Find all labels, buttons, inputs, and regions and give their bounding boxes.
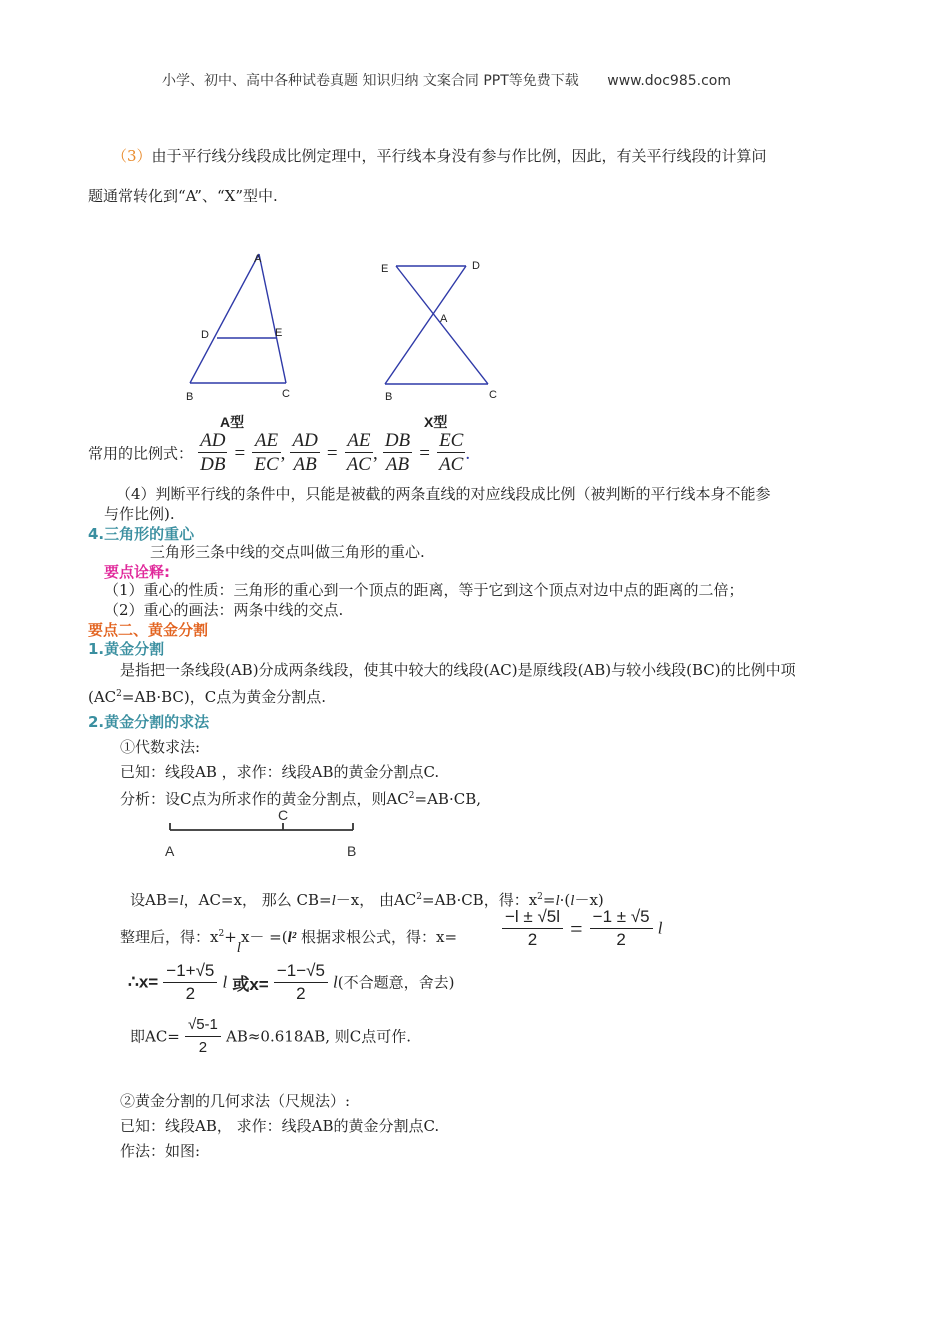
header-url: www.doc985.com: [607, 73, 731, 89]
section-4-title: 4.三角形的重心: [88, 525, 195, 543]
analysis: 分析：设C点为所求作的黄金分割点，则$AC^2=AB\cdot CB$,: [120, 790, 481, 808]
arrange-line: 整理后，得：$x^2+lx- =(l^2$ 根据求根公式，得：x=: [120, 928, 458, 956]
known-2: 已知：线段AB， 求作：线段AB的黄金分割点C.: [120, 1117, 440, 1135]
root-frac-2: $\frac{-1 \pm √5}{2}$: [590, 906, 653, 951]
fig-x-label-c: C: [489, 389, 497, 401]
para-3-label: （3）: [112, 147, 152, 165]
ratio-frac-ad-db: $\frac{AD}{DB}$: [200, 430, 226, 475]
ratio-eq-2: =: [326, 442, 338, 464]
golden-def-line1: 是指把一条线段(AB)分成两条线段，使其中较大的线段(AC)是原线段(AB)与较小线段(BC)的比例中项: [120, 661, 796, 679]
golden-method-title: 2.黄金分割的求法: [88, 713, 210, 731]
ratio-sep-2: ,: [372, 442, 378, 464]
ratio-eq-1: =: [234, 442, 246, 464]
fig-x-label-b: B: [385, 391, 393, 403]
ratio-frac-ec-ac: $\frac{EC}{AC}$: [439, 430, 464, 475]
ratio-frac-ad-ab: $\frac{AD}{AB}$: [292, 430, 318, 475]
header-text: 小学、初中、高中各种试卷真题 知识归纳 文案合同 PPT等免费下载: [162, 73, 579, 89]
ratio-frac-ae-ac: $\frac{AE}{AC}$: [346, 430, 371, 475]
fig-x-label-a: A: [440, 313, 448, 325]
ac-result-line: 即AC= $\frac{√5-1}{2}$ AB≈0.618AB, 则C点可作.: [130, 1014, 411, 1059]
ac-frac: $\frac{√5-1}{2}$: [185, 1014, 221, 1059]
fig-a-label-c: C: [282, 388, 290, 400]
figure-a-type: [180, 250, 300, 410]
section-4-definition: 三角形三条中线的交点叫做三角形的重心.: [150, 543, 425, 561]
setup-line: 设AB=l，AC=x， 那么 CB=l－x， 由$AC^2=AB\cdot CB$，得：$x^2=l\cdot(l-x)$: [130, 891, 604, 909]
fig-a-label-a: A: [254, 253, 262, 265]
construction-method: 作法：如图:: [120, 1142, 201, 1160]
section-4-note-1: （1）重心的性质：三角形的重心到一个顶点的距离，等于它到这个顶点对边中点的距离的二倍；: [104, 581, 744, 599]
fig-a-label-e: E: [275, 327, 283, 339]
fig-x-line-db: [385, 266, 466, 384]
ratio-label: 常用的比例式：: [88, 444, 194, 463]
fig-x-label-e: E: [381, 263, 389, 275]
segment-label-c: C: [278, 807, 289, 823]
ratio-end: .: [465, 442, 471, 464]
golden-def-line2: $(AC^2=AB\cdot BC)$，C点为黄金分割点.: [88, 688, 326, 706]
golden-section-title: 1.黄金分割: [88, 640, 165, 658]
section-4-note-title: 要点诠释:: [104, 563, 170, 581]
para-3-line1: [112, 146, 767, 166]
section-4-note-2: （2）重心的画法：两条中线的交点.: [104, 601, 344, 619]
solution-frac-1: $\frac{-1+√5}{2}$: [163, 960, 217, 1005]
fig-x-label-d: D: [472, 260, 480, 272]
fig-a-label-b: B: [186, 391, 194, 403]
segment-figure: [160, 806, 370, 861]
ratio-frac-ae-ec: $\frac{AE}{EC}$: [254, 430, 279, 475]
quadratic-roots: $\frac{-l \pm √5l}{2}$ = $\frac{-1 \pm √5}{2}$ l: [502, 906, 662, 951]
ratio-eq-3: =: [419, 442, 430, 464]
segment-label-a: A: [165, 843, 175, 859]
ratio-formulas: [88, 430, 470, 477]
para-3-text: 由于平行线分线段成比例定理中，平行线本身没有参与作比例，因此，有关平行线段的计算问: [151, 147, 767, 165]
ratio-sep-1: ,: [280, 442, 286, 464]
part-2-title: 要点二、黄金分割: [88, 621, 209, 639]
solution-frac-2: $\frac{-1-√5}{2}$: [274, 960, 328, 1005]
fig-a-label-d: D: [201, 329, 209, 341]
para-3-line2: 题通常转化到“A”、“X”型中.: [88, 187, 278, 205]
segment-label-b: B: [347, 843, 357, 859]
figure-a-caption: A型: [220, 414, 245, 430]
figure-x-caption: X型: [424, 414, 448, 430]
page-header: [162, 70, 731, 90]
para-4-line1: （4）判断平行线的条件中，只能是被截的两条直线的对应线段成比例（被判断的平行线本身不能参: [116, 485, 771, 503]
figure-x-type: [375, 252, 505, 407]
geometric-method-title: ②黄金分割的几何求法（尺规法）:: [120, 1092, 351, 1110]
fig-x-line-ec: [396, 266, 488, 384]
known-1: 已知：线段AB ，求作：线段AB的黄金分割点C.: [120, 763, 440, 781]
para-4-line2: 与作比例).: [104, 505, 175, 523]
fig-a-side-ac: [259, 254, 286, 383]
ratio-frac-db-ab: $\frac{DB}{AB}$: [384, 430, 411, 475]
solution-line: ∴x= $\frac{-1+√5}{2}$ l 或x= $\frac{-1-√5}{2}$ l(不合题意，舍去): [128, 961, 455, 1003]
fig-a-side-ab: [190, 254, 259, 383]
root-eq: =: [570, 915, 583, 941]
root-frac-1: $\frac{-l \pm √5l}{2}$: [502, 906, 563, 951]
algebraic-method-title: ①代数求法:: [120, 738, 201, 756]
